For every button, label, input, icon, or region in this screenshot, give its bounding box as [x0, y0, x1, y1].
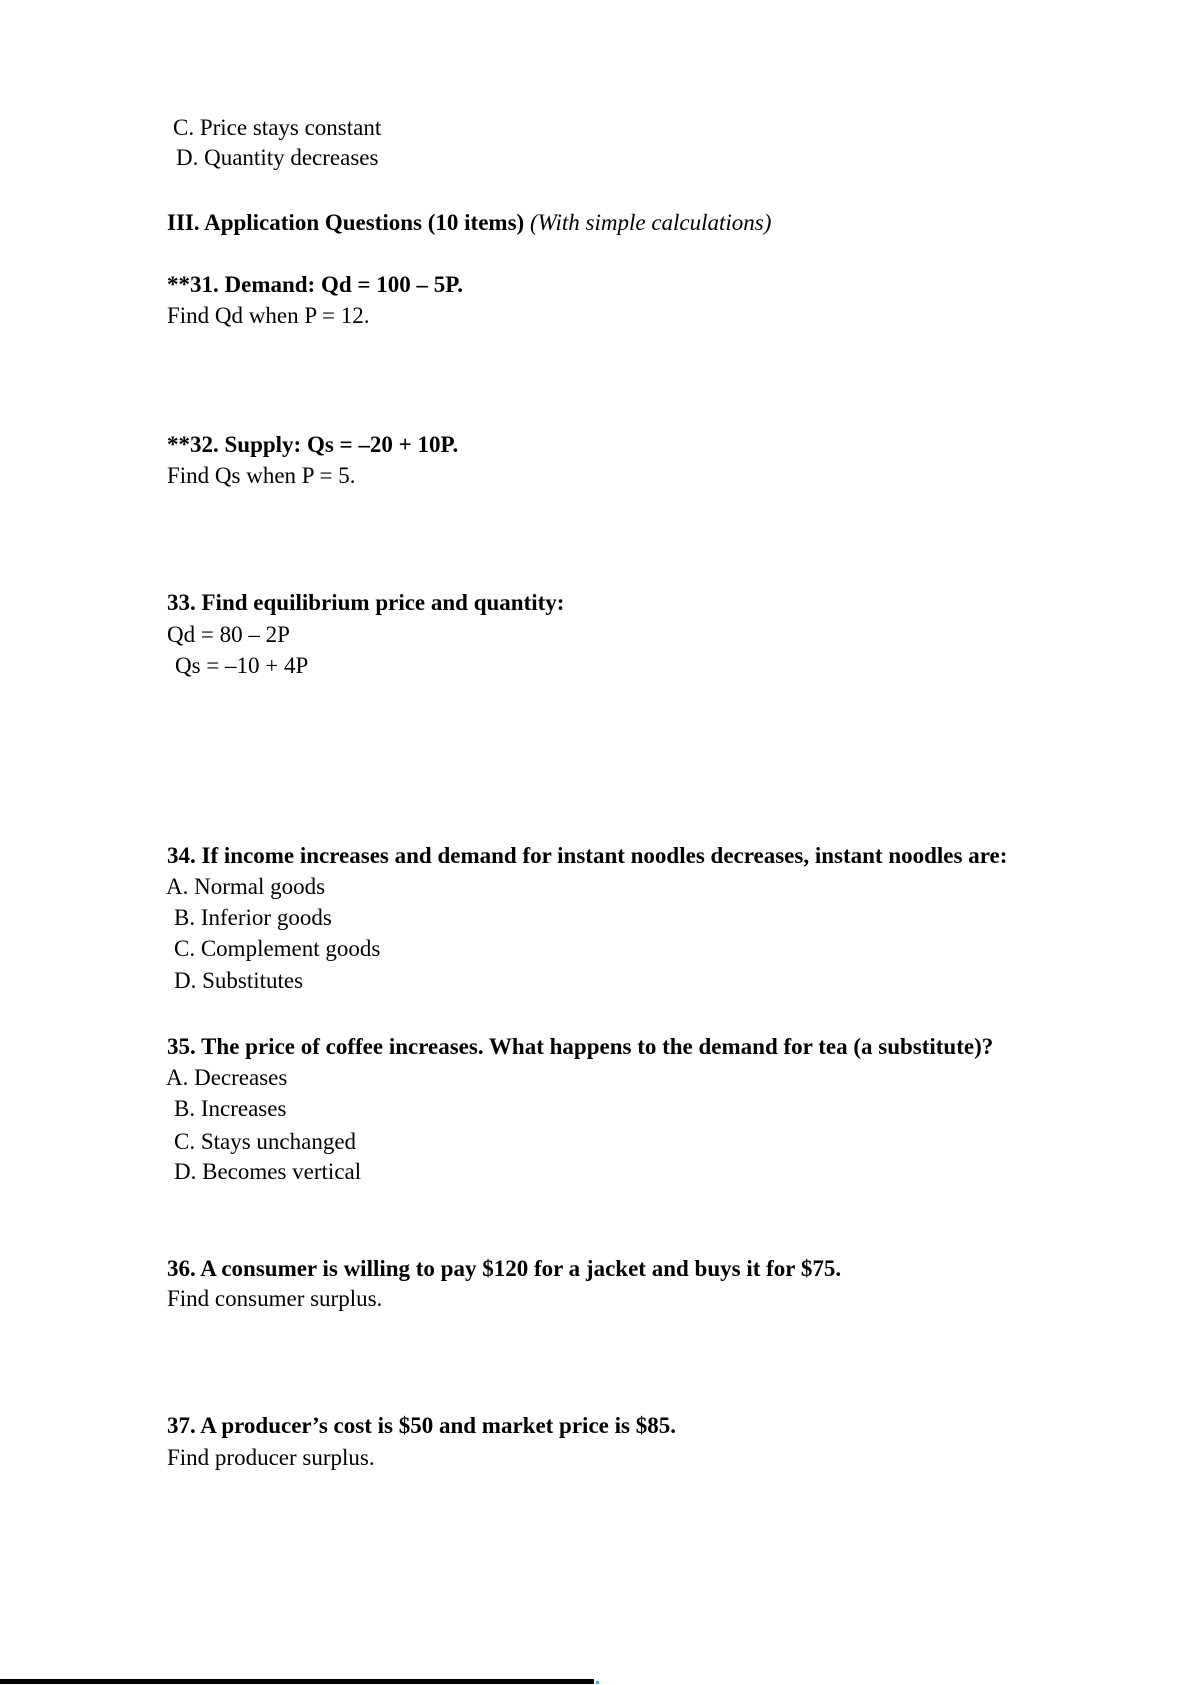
question-33-supply-equation: Qs = –10 + 4P: [175, 653, 309, 678]
question-33-demand-equation: Qd = 80 – 2P: [167, 622, 290, 647]
carryover-option-d: D. Quantity decreases: [176, 145, 379, 170]
question-37-heading: 37. A producer’s cost is $50 and market price is $85.: [167, 1413, 676, 1438]
question-34-option-c: C. Complement goods: [174, 936, 381, 961]
section-heading: [167, 207, 771, 238]
question-35-option-d: D. Becomes vertical: [174, 1159, 362, 1184]
question-35-option-b: B. Increases: [174, 1096, 287, 1121]
question-34-option-a: A. Normal goods: [166, 874, 326, 899]
section-heading-title: III. Application Questions (10 items): [167, 210, 525, 235]
question-34-option-b: B. Inferior goods: [174, 905, 332, 930]
question-32-prompt: Find Qs when P = 5.: [167, 463, 356, 488]
question-32-heading: **32. Supply: Qs = –20 + 10P.: [167, 432, 459, 457]
question-31-heading: **31. Demand: Qd = 100 – 5P.: [167, 272, 463, 297]
question-33-heading: 33. Find equilibrium price and quantity:: [167, 590, 565, 615]
carryover-option-c: C. Price stays constant: [173, 115, 382, 140]
question-35-option-c: C. Stays unchanged: [174, 1129, 357, 1154]
question-36-heading: 36. A consumer is willing to pay $120 for a jacket and buys it for $75.: [167, 1256, 842, 1281]
question-35-heading: 35. The price of coffee increases. What happens to the demand for tea (a substitute)?: [167, 1034, 994, 1059]
question-37-prompt: Find producer surplus.: [167, 1445, 375, 1470]
question-31-prompt: Find Qd when P = 12.: [167, 303, 370, 328]
question-36-prompt: Find consumer surplus.: [167, 1286, 383, 1311]
stray-cursor-dot: [596, 1681, 599, 1684]
page-bottom-rule: [0, 1679, 594, 1684]
question-35-option-a: A. Decreases: [166, 1065, 288, 1090]
section-heading-note: (With simple calculations): [529, 210, 772, 235]
question-34-heading: 34. If income increases and demand for instant noodles decreases, instant noodles are:: [167, 843, 1008, 868]
question-34-option-d: D. Substitutes: [174, 968, 304, 993]
